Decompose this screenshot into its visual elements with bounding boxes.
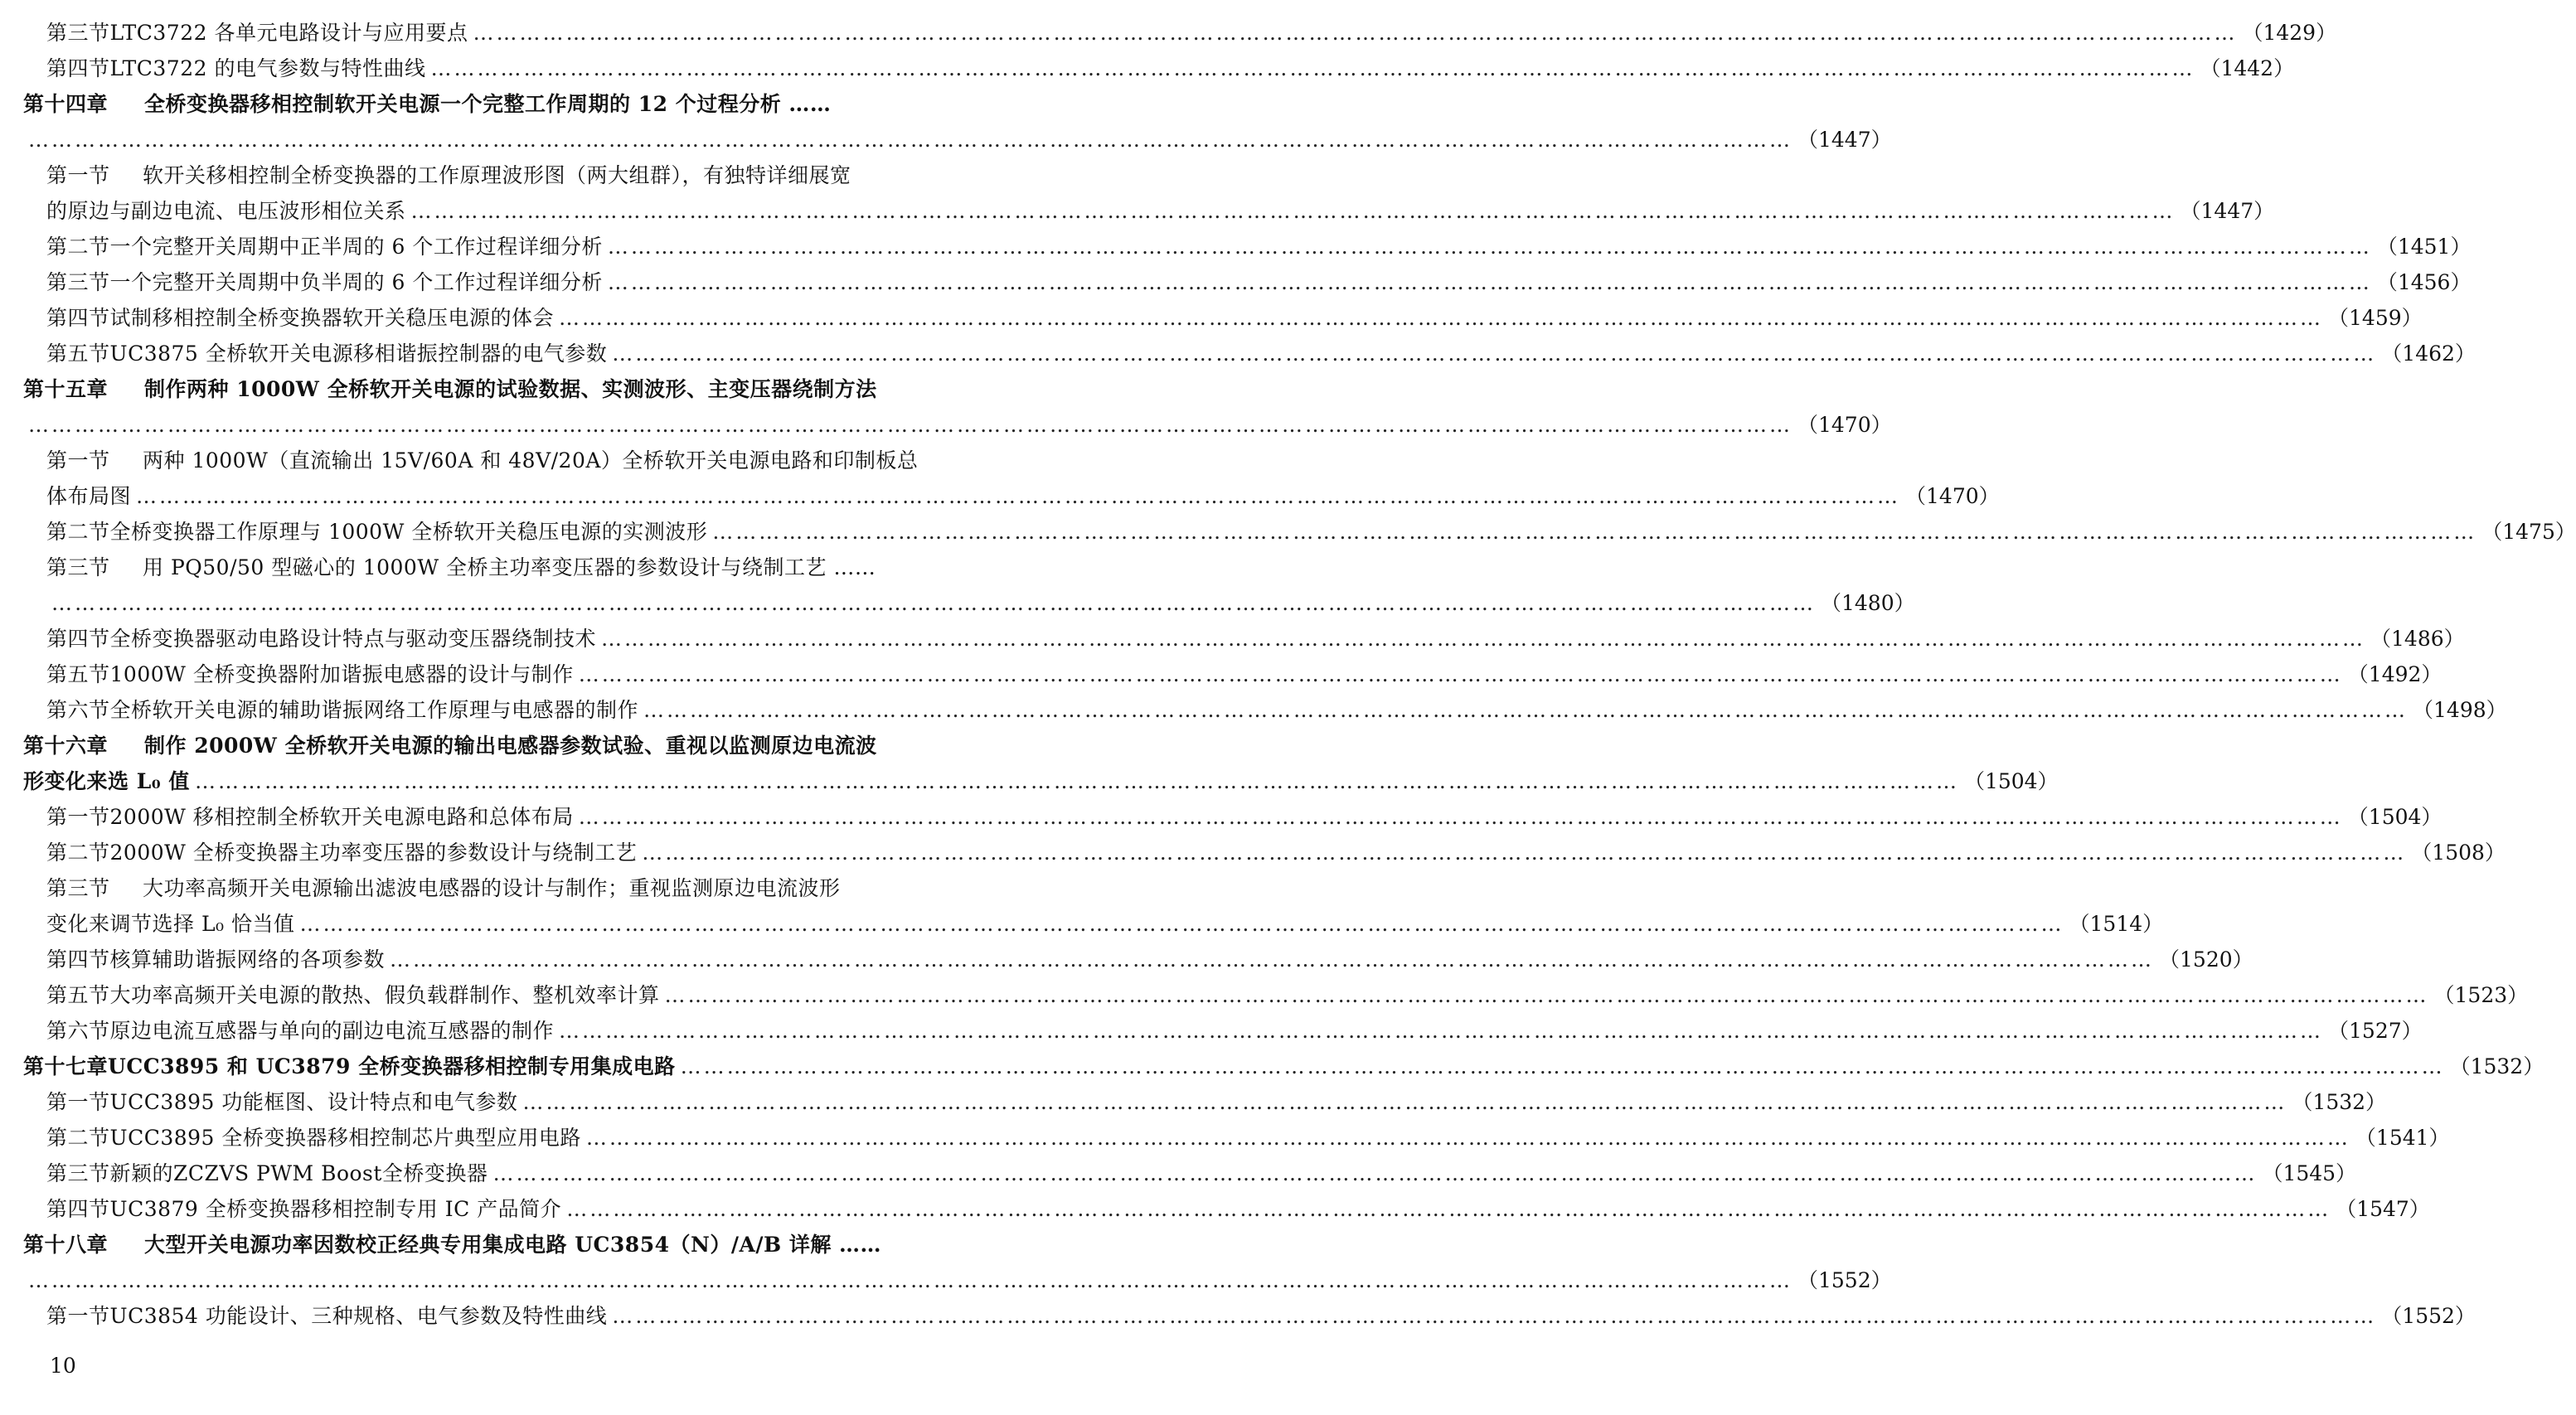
entry-number: 第四节 [46, 306, 110, 330]
toc-section-entry [46, 942, 2253, 977]
entry-title: 新颖的ZCZVS PWM Boost全桥变换器 [109, 1161, 488, 1185]
dot-leader [642, 835, 2406, 870]
entry-number: 第五节 [46, 983, 110, 1007]
entry-page: （1552） [1797, 1268, 1892, 1292]
dot-leader [586, 1120, 2350, 1156]
entry-page: （1447） [1797, 128, 1892, 152]
entry-number: 第三节 [46, 21, 110, 45]
entry-number: 第六节 [46, 698, 110, 722]
entry-title: 一个完整开关周期中正半周的 6 个工作过程详细分析 [109, 235, 603, 259]
toc-section-entry [46, 264, 2472, 300]
entry-page: （1541） [2355, 1126, 2450, 1150]
entry-title: 1000W 全桥变换器附加谐振电感器的设计与制作 [109, 662, 574, 686]
dot-leader [28, 407, 1793, 443]
toc-section-entry [46, 51, 2295, 86]
toc-chapter-entry [23, 86, 1892, 157]
entry-number: 第三节 [46, 1161, 110, 1185]
dot-leader [601, 621, 2365, 657]
dot-leader [579, 799, 2343, 835]
dot-leader [195, 763, 1959, 799]
entry-page: （1451） [2376, 235, 2472, 259]
entry-number: 第十八章 [23, 1233, 109, 1257]
entry-page: （1462） [2381, 342, 2476, 366]
toc-section-entry [46, 977, 2529, 1013]
entry-page: （1470） [1905, 484, 2000, 508]
entry-number: 第二节 [46, 1126, 110, 1150]
entry-number: 第一节 [46, 1090, 110, 1114]
toc-section-entry [46, 300, 2423, 336]
entry-number: 第十六章 [23, 734, 109, 758]
toc-section-entry [46, 1191, 2430, 1227]
toc-section-entry [46, 870, 2164, 942]
dot-leader [559, 300, 2323, 336]
toc-section-entry [46, 15, 2337, 51]
entry-number: 第一节 [46, 1304, 110, 1328]
toc-section-entry [46, 657, 2443, 692]
toc-chapter-entry [23, 1227, 1892, 1298]
toc-section-entry [46, 692, 2507, 728]
entry-title: 核算辅助谐振网络的各项参数 [109, 947, 386, 972]
entry-number: 第二节 [46, 235, 110, 259]
entry-page: （1442） [2200, 56, 2295, 80]
entry-page: （1545） [2262, 1161, 2357, 1185]
entry-page: （1447） [2180, 199, 2275, 223]
entry-page: （1470） [1797, 413, 1892, 437]
table-of-contents [0, 15, 2576, 1334]
dot-leader [390, 942, 2154, 977]
entry-title: 制作两种 1000W 全桥软开关电源的试验数据、实测波形、主变压器绕制方法 [144, 377, 877, 401]
entry-title: UCC3895 全桥变换器移相控制芯片典型应用电路 [109, 1126, 581, 1150]
entry-number: 第一节 [46, 163, 110, 187]
entry-title: 全桥软开关电源的辅助谐振网络工作原理与电感器的制作 [109, 698, 639, 722]
entry-title: 变化来调节选择 L₀ 恰当值 [46, 912, 295, 936]
entry-number: 第五节 [46, 342, 110, 366]
entry-page: （1475） [2481, 520, 2576, 544]
dot-leader [492, 1156, 2257, 1191]
entry-number: 第六节 [46, 1019, 110, 1043]
entry-title: 试制移相控制全桥变换器软开关稳压电源的体会 [109, 306, 555, 330]
entry-title: 原边电流互感器与单向的副边电流互感器的制作 [109, 1019, 555, 1043]
entry-number: 第二节 [46, 841, 110, 865]
entry-number: 第五节 [46, 662, 110, 686]
dot-leader [28, 1262, 1793, 1298]
page-number: 10 [50, 1354, 76, 1378]
entry-number: 第一节 [46, 805, 110, 829]
entry-page: （1532） [2292, 1090, 2387, 1114]
toc-section-entry [46, 621, 2465, 657]
entry-title: 两种 1000W（直流输出 15V/60A 和 48V/20A）全桥软开关电源电路和印制板总 [143, 448, 919, 472]
entry-title: 软开关移相控制全桥变换器的工作原理波形图（两大组群），有独特详细展宽 [143, 163, 851, 187]
entry-number: 第十七章 [23, 1054, 109, 1078]
entry-page: （1547） [2336, 1197, 2430, 1221]
toc-section-entry [46, 1013, 2423, 1049]
entry-title: 制作 2000W 全桥软开关电源的输出电感器参数试验、重视以监测原边电流波 [144, 734, 877, 758]
entry-title: 2000W 全桥变换器主功率变压器的参数设计与绕制工艺 [109, 841, 638, 865]
dot-leader [28, 122, 1793, 157]
entry-title: LTC3722 各单元电路设计与应用要点 [109, 21, 468, 45]
entry-title: UCC3895 功能框图、设计特点和电气参数 [109, 1090, 518, 1114]
dot-leader [473, 15, 2237, 51]
entry-title: 全桥变换器移相控制软开关电源一个完整工作周期的 12 个过程分析 …… [144, 92, 832, 116]
entry-page: （1514） [2069, 912, 2164, 936]
dot-leader [411, 193, 2176, 229]
dot-leader [608, 229, 2372, 264]
entry-title: 形变化来选 L₀ 值 [23, 769, 190, 793]
entry-number: 第三节 [46, 555, 110, 579]
entry-title: UCC3895 和 UC3879 全桥变换器移相控制专用集成电路 [108, 1054, 676, 1078]
dot-leader [300, 906, 2064, 942]
entry-page: （1552） [2381, 1304, 2476, 1328]
dot-leader [665, 977, 2429, 1013]
entry-title: UC3875 全桥软开关电源移相谐振控制器的电气参数 [109, 342, 608, 366]
entry-title: LTC3722 的电气参数与特性曲线 [109, 56, 426, 80]
entry-page: （1520） [2159, 947, 2253, 972]
toc-section-entry [46, 157, 2275, 229]
dot-leader [643, 692, 2408, 728]
entry-title: 一个完整开关周期中负半周的 6 个工作过程详细分析 [109, 270, 603, 294]
entry-page: （1480） [1821, 591, 1915, 615]
entry-page: （1456） [2376, 270, 2472, 294]
toc-section-entry [46, 514, 2576, 550]
entry-title: 大型开关电源功率因数校正经典专用集成电路 UC3854（N）/A/B 详解 …… [144, 1233, 882, 1257]
entry-number: 第三节 [46, 876, 110, 900]
toc-section-entry [46, 229, 2472, 264]
toc-chapter-entry [23, 1049, 2544, 1084]
entry-number: 第十五章 [23, 377, 109, 401]
entry-number: 第一节 [46, 448, 110, 472]
entry-number: 第四节 [46, 56, 110, 80]
dot-leader [566, 1191, 2331, 1227]
entry-number: 第四节 [46, 627, 110, 651]
dot-leader [430, 51, 2195, 86]
entry-page: （1508） [2411, 841, 2506, 865]
toc-chapter-entry [23, 728, 2059, 799]
entry-title: UC3854 功能设计、三种规格、电气参数及特性曲线 [109, 1304, 608, 1328]
dot-leader [681, 1049, 2445, 1084]
entry-title: 的原边与副边电流、电压波形相位关系 [46, 199, 406, 223]
toc-section-entry [46, 835, 2506, 870]
entry-page: （1527） [2328, 1019, 2423, 1043]
dot-leader [612, 1298, 2376, 1334]
dot-leader [559, 1013, 2323, 1049]
toc-section-entry [46, 1298, 2476, 1334]
toc-section-entry [46, 443, 2000, 514]
entry-page: （1429） [2242, 21, 2337, 45]
dot-leader [712, 514, 2477, 550]
dot-leader [136, 478, 1900, 514]
dot-leader [608, 264, 2372, 300]
entry-page: （1504） [2347, 805, 2443, 829]
toc-section-entry [46, 336, 2476, 371]
dot-leader [51, 585, 1816, 621]
entry-page: （1486） [2370, 627, 2465, 651]
toc-section-entry [46, 1156, 2357, 1191]
entry-page: （1492） [2347, 662, 2443, 686]
toc-chapter-entry [23, 371, 1892, 443]
dot-leader [579, 657, 2343, 692]
entry-number: 第十四章 [23, 92, 109, 116]
toc-section-entry [46, 1084, 2387, 1120]
entry-title: UC3879 全桥变换器移相控制专用 IC 产品简介 [109, 1197, 562, 1221]
toc-section-entry [46, 799, 2443, 835]
entry-page: （1504） [1963, 769, 2059, 793]
entry-number: 第四节 [46, 1197, 110, 1221]
entry-page: （1523） [2433, 983, 2529, 1007]
toc-section-entry [46, 550, 1915, 621]
entry-page: （1498） [2413, 698, 2507, 722]
entry-title: 用 PQ50/50 型磁心的 1000W 全桥主功率变压器的参数设计与绕制工艺 …… [143, 555, 876, 579]
entry-title: 2000W 移相控制全桥软开关电源电路和总体布局 [109, 805, 574, 829]
entry-page: （1532） [2449, 1054, 2544, 1078]
dot-leader [612, 336, 2376, 371]
toc-section-entry [46, 1120, 2450, 1156]
dot-leader [522, 1084, 2287, 1120]
entry-title: 全桥变换器驱动电路设计特点与驱动变压器绕制技术 [109, 627, 597, 651]
entry-page: （1459） [2328, 306, 2423, 330]
entry-title: 体布局图 [46, 484, 132, 508]
entry-title: 大功率高频开关电源输出滤波电感器的设计与制作；重视监测原边电流波形 [143, 876, 841, 900]
entry-title: 全桥变换器工作原理与 1000W 全桥软开关稳压电源的实测波形 [109, 520, 708, 544]
entry-number: 第三节 [46, 270, 110, 294]
entry-number: 第四节 [46, 947, 110, 972]
entry-title: 大功率高频开关电源的散热、假负载群制作、整机效率计算 [109, 983, 660, 1007]
entry-number: 第二节 [46, 520, 110, 544]
